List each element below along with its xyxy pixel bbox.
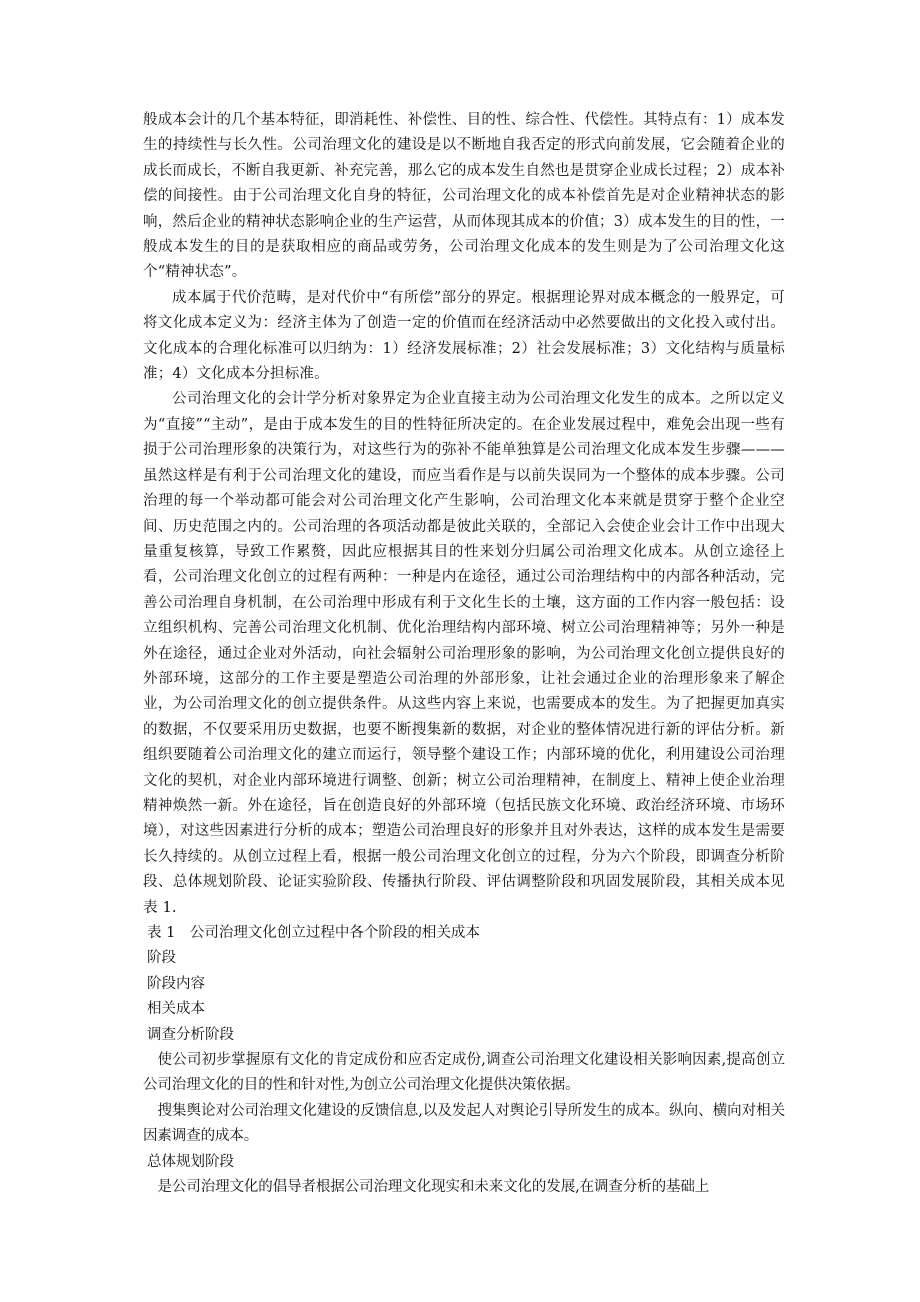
table-row-2-stage: 总体规划阶段 [147,1153,234,1170]
document-page [143,108,785,1200]
table-row-2-content: 是公司治理文化的倡导者根据公司治理文化现实和未来文化的发展,在调查分析的基础上 [157,1179,710,1196]
table-caption: 表 1 公司治理文化创立过程中各个阶段的相关成本 [147,925,480,941]
table-row-1-stage: 调查分析阶段 [147,1026,234,1043]
body-paragraph-1: 般成本会计的几个基本特征，即消耗性、补偿性、目的性、综合性、代偿性。其特点有：1）成本发生的持续性与长久性。公司治理文化的建设是以不断地自我否定的形式向前发展，它会随着企业的成长而成长，不断自我更新、补充完善，那么它的成本发生自然也是贯穿企业成长过程；2）成本补偿的间接性。由于公司治理文化自身的特征，公司治理文化的成本补偿首先是对企业精神状态的影响，然后企业的精神状态影响企业的生产运营，从而体现其成本的价值；3）成本发生的目的性，一般成本发生的目的是获取相应的商品或劳务，公司治理文化成本的发生则是为了公司治理文化这个“精神状态”。 [143,112,785,281]
body-paragraph-2: 成本属于代价范畴，是对代价中“有所偿”部分的界定。根据理论界对成本概念的一般界定，可将文化成本定义为：经济主体为了创造一定的价值而在经济活动中必然要做出的文化投入或付出。文化成本的合理化标准可以归纳为：1）经济发展标准；2）社会发展标准；3）文化结构与质量标准；4）文化成本分担标准。 [143,289,785,383]
table-header-cost: 相关成本 [147,1001,205,1018]
table-header-content: 阶段内容 [147,975,205,992]
table-row-1-cost: 搜集舆论对公司治理文化建设的反馈信息,以及发起人对舆论引导所发生的成本。纵向、横向对相关因素调查的成本。 [143,1102,785,1145]
body-paragraph-3: 公司治理文化的会计学分析对象界定为企业直接主动为公司治理文化发生的成本。之所以定义为“直接”“主动”，是由于成本发生的目的性特征所决定的。在企业发展过程中，难免会出现一些有损于公司治理形象的决策行为，对这些行为的弥补不能单独算是公司治理文化成本发生步骤———虽然这样是有利于公司治理文化的建设，而应当看作是与以前失误同为一个整体的成本步骤。公司治理的每一个举动都可能会对公司治理文化产生影响，公司治理文化本来就是贯穿于整个企业空间、历史范围之内的。公司治理的各项活动都是彼此关联的，全部记入会使企业会计工作中出现大量重复核算，导致工作累赘，因此应根据其目的性来划分归属公司治理文化成本。从创立途径上看，公司治理文化创立的过程有两种：一种是内在途径，通过公司治理结构中的内部各种活动，完善公司治理自身机制，在公司治理中形成有利于文化生长的土壤，这方面的工作内容一般包括：设立组织机构、完善公司治理文化机制、优化治理结构内部环境、树立公司治理精神等；另外一种是外在途径，通过企业对外活动，向社会辐射公司治理形象的影响，为公司治理文化创立提供良好的外部环境，这部分的工作主要是塑造公司治理的外部形象，让社会通过企业的治理形象来了解企业，为公司治理文化的创立提供条件。从这些内容上来说，也需要成本的发生。为了把握更加真实的数据，不仅要采用历史数据，也要不断搜集新的数据，对企业的整体情况进行新的评估分析。新组织要随着公司治理文化的建立而运行，领导整个建设工作；内部环境的优化，利用建设公司治理文化的契机，对企业内部环境进行调整、创新；树立公司治理精神，在制度上、精神上使企业治理精神焕然一新。外在途径，旨在创造良好的外部环境（包括民族文化环境、政治经济环境、市场环境），对这些因素进行分析的成本；塑造公司治理良好的形象并且对外表达，这样的成本发生是需要长久持续的。从创立过程上看，根据一般公司治理文化创立的过程，分为六个阶段，即调查分析阶段、总体规划阶段、论证实验阶段、传播执行阶段、评估调整阶段和巩固发展阶段，其相关成本见表 1. [143,391,785,916]
table-header-stage: 阶段 [147,950,176,967]
table-row-1-content: 使公司初步掌握原有文化的肯定成份和应否定成份,调查公司治理文化建设相关影响因素,提高创立公司治理文化的目的性和针对性,为创立公司治理文化提供决策依据。 [143,1052,785,1094]
